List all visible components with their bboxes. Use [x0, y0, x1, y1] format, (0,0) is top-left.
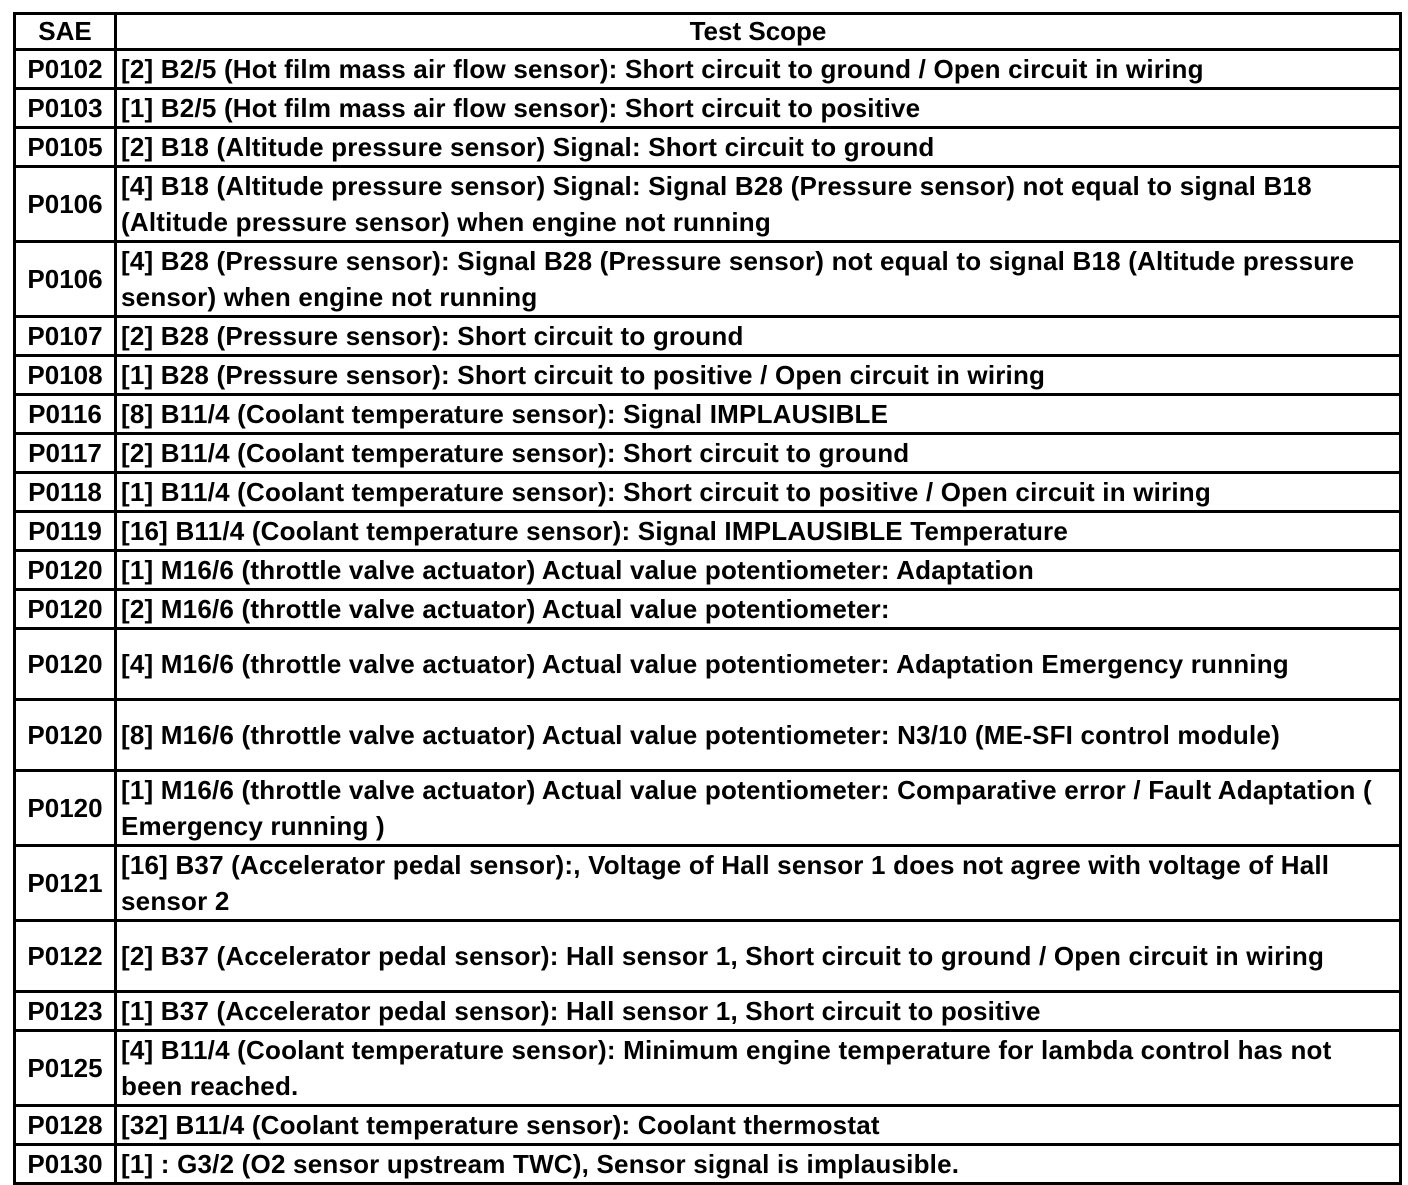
test-scope-cell: [4] B28 (Pressure sensor): Signal B28 (Pressure sensor) not equal to signal B18 (Altitude pressure sensor) when engine not running	[116, 242, 1401, 317]
sae-code-cell: P0122	[15, 921, 116, 992]
sae-code-cell: P0118	[15, 473, 116, 512]
sae-code-cell: P0128	[15, 1106, 116, 1145]
table-row	[15, 242, 1401, 317]
sae-code-cell: P0125	[15, 1031, 116, 1106]
sae-code-cell: P0107	[15, 317, 116, 356]
table-row	[15, 50, 1401, 89]
table-row	[15, 1145, 1401, 1184]
table-row	[15, 921, 1401, 992]
sae-code-cell: P0106	[15, 167, 116, 242]
test-scope-cell: [16] B37 (Accelerator pedal sensor):, Voltage of Hall sensor 1 does not agree with voltage of Hall sensor 2	[116, 846, 1401, 921]
test-scope-cell: [2] B11/4 (Coolant temperature sensor): Short circuit to ground	[116, 434, 1401, 473]
dtc-table-container	[13, 12, 1399, 1185]
sae-code-cell: P0120	[15, 771, 116, 846]
sae-code-cell: P0116	[15, 395, 116, 434]
table-row	[15, 512, 1401, 551]
table-row	[15, 629, 1401, 700]
table-row	[15, 590, 1401, 629]
test-scope-cell: [2] B37 (Accelerator pedal sensor): Hall sensor 1, Short circuit to ground / Open circuit in wiring	[116, 921, 1401, 992]
test-scope-cell: [2] B28 (Pressure sensor): Short circuit to ground	[116, 317, 1401, 356]
sae-code-cell: P0120	[15, 590, 116, 629]
test-scope-cell: [1] B28 (Pressure sensor): Short circuit to positive / Open circuit in wiring	[116, 356, 1401, 395]
sae-column-header: SAE	[15, 14, 116, 50]
sae-code-cell: P0117	[15, 434, 116, 473]
sae-code-cell: P0119	[15, 512, 116, 551]
sae-code-cell: P0120	[15, 700, 116, 771]
test-scope-cell: [1] B37 (Accelerator pedal sensor): Hall sensor 1, Short circuit to positive	[116, 992, 1401, 1031]
test-scope-cell: [16] B11/4 (Coolant temperature sensor): Signal IMPLAUSIBLE Temperature	[116, 512, 1401, 551]
sae-code-cell: P0102	[15, 50, 116, 89]
test-scope-cell: [1] B11/4 (Coolant temperature sensor): Short circuit to positive / Open circuit in wiring	[116, 473, 1401, 512]
table-row	[15, 1031, 1401, 1106]
table-row	[15, 434, 1401, 473]
table-row	[15, 700, 1401, 771]
test-scope-cell: [4] B11/4 (Coolant temperature sensor): Minimum engine temperature for lambda control has not been reached.	[116, 1031, 1401, 1106]
sae-code-cell: P0130	[15, 1145, 116, 1184]
sae-code-cell: P0105	[15, 128, 116, 167]
sae-code-cell: P0123	[15, 992, 116, 1031]
dtc-table	[13, 12, 1402, 1185]
sae-code-cell: P0121	[15, 846, 116, 921]
sae-code-cell: P0120	[15, 551, 116, 590]
test-scope-cell: [32] B11/4 (Coolant temperature sensor): Coolant thermostat	[116, 1106, 1401, 1145]
test-scope-cell: [2] M16/6 (throttle valve actuator) Actual value potentiometer:	[116, 590, 1401, 629]
test-scope-column-header: Test Scope	[116, 14, 1401, 50]
table-row	[15, 128, 1401, 167]
test-scope-cell: [4] M16/6 (throttle valve actuator) Actual value potentiometer: Adaptation Emergency running	[116, 629, 1401, 700]
test-scope-cell: [1] M16/6 (throttle valve actuator) Actual value potentiometer: Comparative error / Fault Adaptation ( Emergency running )	[116, 771, 1401, 846]
table-row	[15, 167, 1401, 242]
test-scope-cell: [2] B18 (Altitude pressure sensor) Signal: Short circuit to ground	[116, 128, 1401, 167]
table-row	[15, 771, 1401, 846]
test-scope-cell: [1] B2/5 (Hot film mass air flow sensor): Short circuit to positive	[116, 89, 1401, 128]
test-scope-cell: [1] M16/6 (throttle valve actuator) Actual value potentiometer: Adaptation	[116, 551, 1401, 590]
table-row	[15, 395, 1401, 434]
table-row	[15, 992, 1401, 1031]
table-row	[15, 317, 1401, 356]
sae-code-cell: P0106	[15, 242, 116, 317]
test-scope-cell: [1] : G3/2 (O2 sensor upstream TWC), Sensor signal is implausible.	[116, 1145, 1401, 1184]
sae-code-cell: P0103	[15, 89, 116, 128]
test-scope-cell: [2] B2/5 (Hot film mass air flow sensor): Short circuit to ground / Open circuit in wiring	[116, 50, 1401, 89]
table-row	[15, 551, 1401, 590]
table-row	[15, 356, 1401, 395]
sae-code-cell: P0120	[15, 629, 116, 700]
table-row	[15, 473, 1401, 512]
test-scope-cell: [8] M16/6 (throttle valve actuator) Actual value potentiometer: N3/10 (ME-SFI control module)	[116, 700, 1401, 771]
table-header-row	[15, 14, 1401, 50]
table-row	[15, 89, 1401, 128]
test-scope-cell: [4] B18 (Altitude pressure sensor) Signal: Signal B28 (Pressure sensor) not equal to signal B18 (Altitude pressure sensor) when engine not running	[116, 167, 1401, 242]
table-row	[15, 1106, 1401, 1145]
table-row	[15, 846, 1401, 921]
test-scope-cell: [8] B11/4 (Coolant temperature sensor): Signal IMPLAUSIBLE	[116, 395, 1401, 434]
sae-code-cell: P0108	[15, 356, 116, 395]
